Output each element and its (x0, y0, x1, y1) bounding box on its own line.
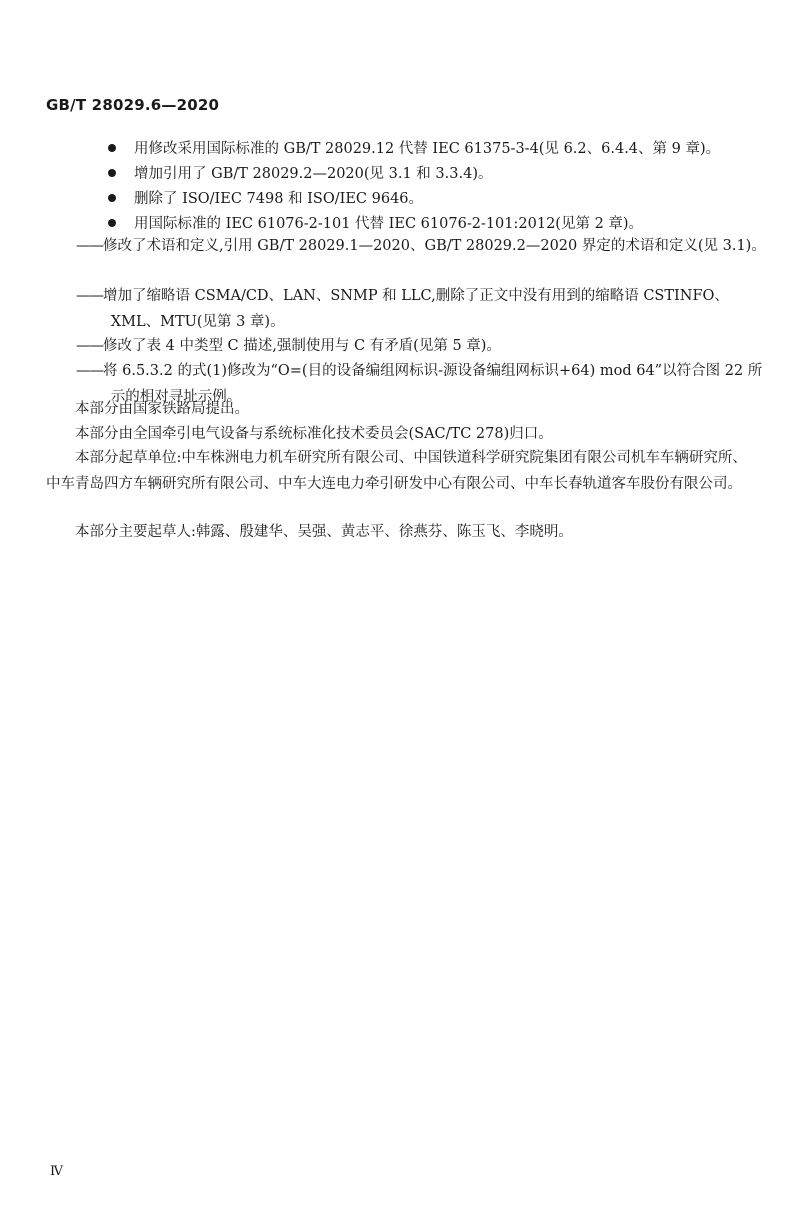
drafting-units-paragraph: 本部分起草单位:中车株洲电力机车研究所有限公司、中国铁道科学研究院集团有限公司机车车辆研究所、中车青岛四方车辆研究所有限公司、中车大连电力牵引研发中心有限公司、中车长春轨道客车股份有限公司。 (46, 450, 747, 492)
dash-item-text: 修改了术语和定义,引用 GB/T 28029.1—2020、GB/T 28029.2—2020 界定的术语和定义(见 3.1)。 (103, 238, 766, 254)
dash-item-text: 修改了表 4 中类型 C 描述,强制使用与 C 有矛盾(见第 5 章)。 (103, 338, 501, 354)
bullet-item-text: 增加引用了 GB/T 28029.2—2020(见 3.1 和 3.3.4)。 (134, 166, 493, 182)
dash-item-text: 将 6.5.3.2 的式(1)修改为“O=(目的设备编组网标识-源设备编组网标识+64) mod 64”以符合图 22 所示的相对寻址示例。 (103, 363, 763, 405)
bullet-dot-icon (108, 144, 116, 152)
page-number: Ⅳ (50, 1164, 63, 1179)
dash-list-item (76, 333, 766, 359)
document-number-header: GB/T 28029.6—2020 (46, 96, 220, 114)
bullet-item-text: 用修改采用国际标准的 GB/T 28029.12 代替 IEC 61375-3-4(见 6.2、6.4.4、第 9 章)。 (134, 141, 721, 157)
dash-mark: —— (76, 338, 103, 354)
body-paragraph: 本部分由全国牵引电气设备与系统标准化技术委员会(SAC/TC 278)归口。 (75, 426, 553, 442)
bullet-item-text: 删除了 ISO/IEC 7498 和 ISO/IEC 9646。 (134, 191, 424, 207)
body-paragraph: 本部分由国家铁路局提出。 (75, 401, 249, 417)
dash-list-item (76, 283, 766, 335)
bullet-dot-icon (108, 169, 116, 177)
bullet-item-text: 用国际标准的 IEC 61076-2-101 代替 IEC 61076-2-101:2012(见第 2 章)。 (134, 216, 644, 232)
dash-mark: —— (76, 238, 103, 254)
dash-mark: —— (76, 363, 103, 379)
bullet-dot-icon (108, 219, 116, 227)
dash-item-text: 增加了缩略语 CSMA/CD、LAN、SNMP 和 LLC,删除了正文中没有用到的缩略语 CSTINFO、XML、MTU(见第 3 章)。 (103, 288, 729, 330)
drafters-paragraph: 本部分主要起草人:韩露、殷建华、吴强、黄志平、徐燕芬、陈玉飞、李晓明。 (75, 524, 573, 540)
bullet-dot-icon (108, 194, 116, 202)
dash-list-item (76, 233, 766, 259)
dash-mark: —— (76, 288, 103, 304)
